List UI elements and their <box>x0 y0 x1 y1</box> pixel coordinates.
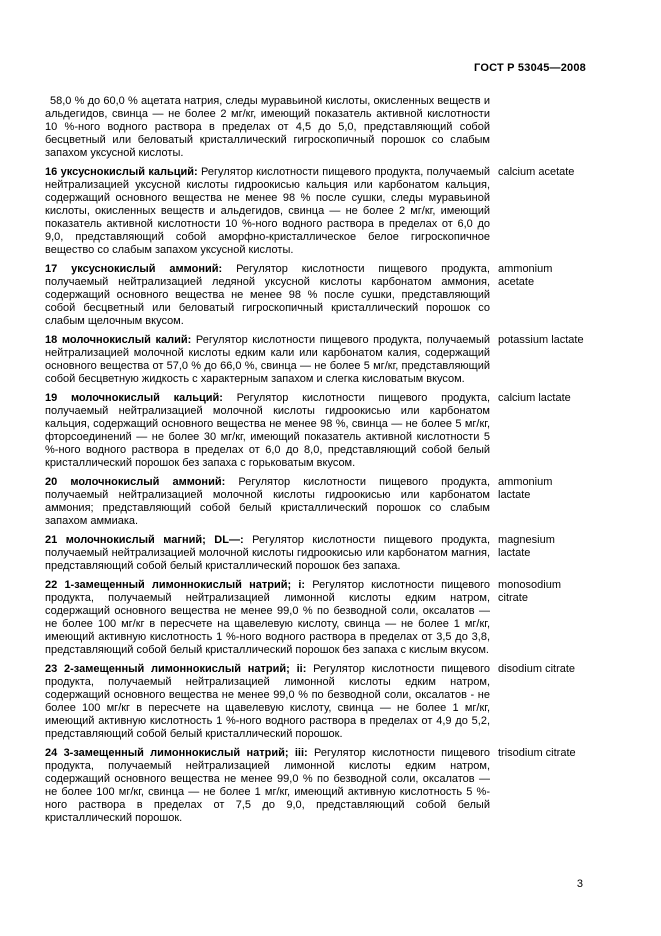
item-term: молочнокислый аммоний: <box>70 476 226 488</box>
item-number: 22 <box>45 579 58 591</box>
document-body <box>45 95 661 825</box>
item-term: молочнокислый магний; DL—: <box>65 534 244 546</box>
item-margin-term: disodium citrate <box>498 663 576 675</box>
item-definition: Регулятор кислотности пищевого продукта, получаемый нейтрализацией лимонной кислоты едким натром, содержащий основного вещества не менее 99,0 % по безводной соли, оксалатов — не более 100 мг/кг, свинца — не более 1 мг/кг, имеющий активную кислотность 5 %-ного раствора в пределах от 7,5 до 9,0, представляющий собой белый кристаллический порошок. <box>45 747 491 824</box>
item-paragraph <box>45 534 490 573</box>
definition-item <box>45 663 586 741</box>
item-term: 3-замещенный лимоннокислый натрий; iii: <box>63 747 308 759</box>
intro-paragraph: 58,0 % до 60,0 % ацетата натрия, следы муравьиной кислоты, окисленных веществ и альдегидов, свинца — не более 2 мг/кг, имеющий показатель активной кислотности 10 %-ного водного раствора в пределах от 4,5 до 5,0, представляющий собой бесцветный или беловатый кристаллический гигроскопичный порошок со слабым запахом уксусной кислоты. <box>45 95 490 159</box>
definition-item <box>45 747 586 825</box>
item-margin-term: potassium lactate <box>498 334 584 346</box>
item-margin-term: magnesium lactate <box>498 534 555 559</box>
item-margin-term: trisodium citrate <box>498 747 576 759</box>
item-definition: Регулятор кислотности пищевого продукта, получаемый нейтрализацией лимонной кислоты едким натром, содержащий основного вещества не менее 99,0 % по безводной соли, оксалатов - не более 100 мг/кг в пересчете на щавелевую кислоту, свинца — не более 1 мг/кг, имеющий активную кислотность 1 %-ного водного раствора в пределах от 4,9 до 5,2, представляющий собой белый кристаллический порошок. <box>45 663 491 740</box>
item-margin-term: calcium acetate <box>498 166 575 178</box>
item-definition: Регулятор кислотности пищевого продукта, получаемый нейтрализацией ледяной уксусной кислоты карбонатом аммония, содержащий основного вещества не менее 98 % после сушки, представляющий собой бесцветный или беловатый гигроскопичный кристаллический порошок со слабым щелочным вкусом. <box>45 263 490 327</box>
page-number: 3 <box>576 878 583 890</box>
items-list <box>45 166 661 825</box>
intro-row <box>45 95 586 160</box>
item-number: 24 <box>45 747 58 759</box>
definition-item <box>45 476 586 528</box>
item-paragraph <box>45 476 490 528</box>
item-number: 17 <box>45 263 58 275</box>
item-number: 16 <box>45 166 58 178</box>
item-number: 23 <box>45 663 58 675</box>
item-definition: Регулятор кислотности пищевого продукта, получаемый нейтрализацией молочной кислоты гидроокисью или карбонатом аммония; представляющий собой белый кристаллический порошок со слабым запахом аммиака. <box>45 476 490 527</box>
document-header <box>45 62 586 74</box>
item-paragraph <box>45 334 490 386</box>
definition-item <box>45 334 586 386</box>
item-term: молочнокислый калий: <box>61 334 192 346</box>
item-term: молочнокислый кальций: <box>70 392 223 404</box>
item-term: уксуснокислый кальций: <box>60 166 198 178</box>
item-margin-term: monosodium citrate <box>498 579 561 604</box>
item-paragraph <box>45 579 490 657</box>
item-number: 20 <box>45 476 58 488</box>
item-term: 1-замещенный лимоннокислый натрий; i: <box>64 579 306 591</box>
doc-code: ГОСТ Р 53045—2008 <box>474 62 586 74</box>
definition-item <box>45 392 586 470</box>
item-definition: Регулятор кислотности пищевого продукта, получаемый нейтрализацией уксусной кислоты гидроокисью кальция или карбонатом кальция, содержащий основного вещества не менее 98 % после сушки, следы муравьиной кислоты, окисленных веществ и альдегидов, свинца — не более 2 мг/кг, имеющий показатель активной кислотности 10 %-ного водного раствора в пределах от 6,0 до 9,0, представляющий собой аморфно-кристаллическое белое гигроскопичное вещество со слабым запахом уксусной кислоты. <box>45 166 491 256</box>
item-definition: Регулятор кислотности пищевого продукта, получаемый нейтрализацией молочной кислоты едким кали или карбонатом калия, содержащий основного вещества от 57,0 % до 66,0 %, свинца — не более 5 мг/кг, представляющий собой бесцветную жидкость с характерным запахом и слегка кисловатым вкусом. <box>45 334 491 385</box>
definition-item <box>45 263 586 328</box>
item-definition: Регулятор кислотности пищевого продукта, получаемый нейтрализацией молочной кислоты гидроокисью или карбонатом магния, представляющий собой белый кристаллический порошок без запаха. <box>45 534 490 572</box>
item-margin-term: ammonium acetate <box>498 263 553 288</box>
item-paragraph <box>45 166 490 257</box>
definition-item <box>45 166 586 257</box>
item-paragraph <box>45 263 490 328</box>
item-paragraph <box>45 392 490 470</box>
item-margin-term: calcium lactate <box>498 392 571 404</box>
definition-item <box>45 534 586 573</box>
item-paragraph <box>45 747 490 825</box>
definition-item <box>45 579 586 657</box>
item-number: 19 <box>45 392 58 404</box>
item-number: 21 <box>45 534 58 546</box>
item-definition: Регулятор кислотности пищевого продукта, получаемый нейтрализацией молочной кислоты гидроокисью или карбонатом кальция, содержащий основного вещества не менее 98 %, свинца — не более 5 мг/кг, фторсоединений — не более 30 мг/кг, имеющий показатель активной кислотности 5 %-ного водного раствора в пределах от 6,0 до 8,0, представляющий собой белый кристаллический порошок без запаха с горьковатым вкусом. <box>45 392 490 469</box>
item-margin-term: ammonium lactate <box>498 476 553 501</box>
item-term: 2-замещенный лимоннокислый натрий; ii: <box>64 663 307 675</box>
item-number: 18 <box>45 334 58 346</box>
item-definition: Регулятор кислотности пищевого продукта, получаемый нейтрализацией лимонной кислоты едким натром, содержащий основного вещества не менее 99,0 % по безводной соли, оксалатов — не более 100 мг/кг в пересчете на щавелевую кислоту, свинца — не более 1 мг/кг, имеющий активную кислотность 1 %-ного водного раствора в пределах от 3,5 до 3,8, представляющий собой белый кристаллический порошок без запаха с кислым вкусом. <box>45 579 491 656</box>
item-paragraph <box>45 663 490 741</box>
item-term: уксуснокислый аммоний: <box>71 263 223 275</box>
